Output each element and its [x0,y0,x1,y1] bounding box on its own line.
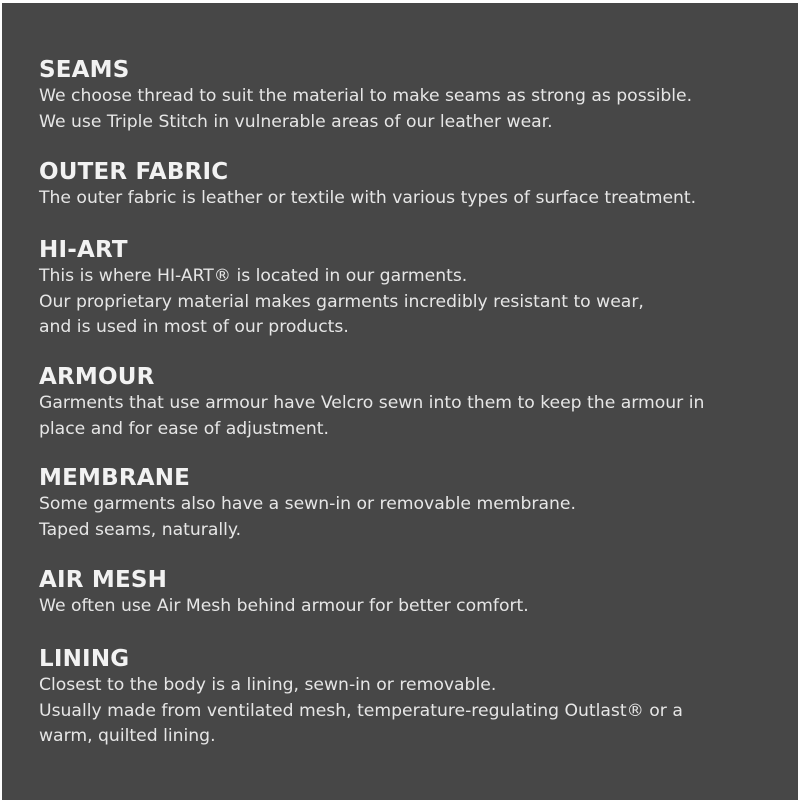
section-heading: HI-ART [39,237,128,263]
section-text-line: Some garments also have a sewn-in or removable membrane. [39,494,576,514]
section-text-line: place and for ease of adjustment. [39,418,329,439]
section-seams [39,56,784,135]
info-panel [2,3,798,800]
section-text-line: We use Triple Stitch in vulnerable areas of our leather wear. [39,111,553,132]
section-heading: ARMOUR [39,364,155,390]
section-text-line: We choose thread to suit the material to make seams as strong as possible. [39,86,693,106]
section-outer-fabric [39,158,784,212]
section-text-line: Our proprietary material makes garments incredibly resistant to wear, [39,291,644,312]
section-heading: AIR MESH [39,567,168,593]
section-lining [39,645,784,750]
section-membrane [39,464,784,543]
section-air-mesh [39,566,784,620]
section-heading: OUTER FABRIC [39,159,229,185]
section-heading: SEAMS [39,57,130,83]
section-text-line: The outer fabric is leather or textile with various types of surface treatment. [39,188,697,208]
section-text-line: This is where HI-ART® is located in our garments. [39,266,468,286]
section-text-line: Taped seams, naturally. [39,519,242,540]
section-text-line: and is used in most of our products. [39,317,349,337]
section-text-line: warm, quilted lining. [39,726,216,746]
section-text-line: We often use Air Mesh behind armour for better comfort. [39,596,529,616]
section-heading: MEMBRANE [39,465,191,491]
section-hi-art [39,236,784,341]
section-text-line: Closest to the body is a lining, sewn-in or removable. [39,675,497,695]
section-armour [39,363,784,442]
section-heading: LINING [39,646,130,672]
section-text-line: Usually made from ventilated mesh, temperature-regulating Outlast® or a [39,700,683,721]
section-text-line: Garments that use armour have Velcro sewn into them to keep the armour in [39,393,705,413]
